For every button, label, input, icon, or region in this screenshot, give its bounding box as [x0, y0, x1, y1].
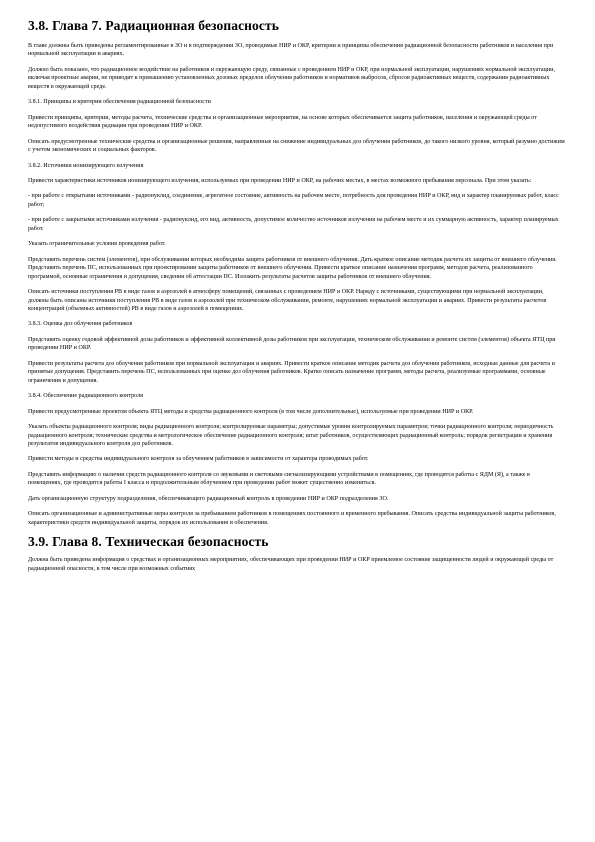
subsection-title: 3.8.4. Обеспечение радиационного контроля: [28, 393, 143, 400]
list-item: - при работе с закрытыми источниками излучения - радионуклид, его вид, активность, допустимое количество источников излучения на рабочем месте и их суммарную активность, характер планируемых работ.: [28, 217, 559, 232]
paragraph: Привести результаты расчета доз облучения работников при нормальной эксплуатации и авариях. Привести краткое описание методик расчета доз облучения работников, исходные данные для расчета и принятые допущения. Представить перечень ПС, использованных при оценке доз облучения работников. Кратко описать назначение программ, методы расчета, реализуемые программами, основные ограничения и допущения.: [28, 360, 555, 384]
paragraph: Привести характеристики источников ионизирующего излучения, используемых при проведении НИР и ОКР, на рабочих местах, в местах возможного пребывания персонала. При этом указать:: [28, 177, 532, 184]
paragraph: Указать ограничительные условия проведения работ.: [28, 241, 166, 248]
paragraph: Привести принципы, критерии, методы расчета, технические средства и организационные мероприятия, на основе которых обеспечивается защита работников, населения и окружающей среды от недопустимого воздействия радиации при проведении НИР и ОКР.: [28, 114, 537, 130]
paragraph: Описать предусмотренные технические средства и организационные решения, направленные на снижение индивидуальных доз облучения работников, до такого низкого уровня, который разумно достижим с учетом экономических и социальных факторов.: [28, 138, 565, 154]
paragraph: Привести методы и средства индивидуального контроля за облучением работников в зависимости от характера проводимых работ.: [28, 456, 369, 463]
paragraph: Указать объекты радиационного контроля; виды радиационного контроля; контролируемые параметры; допустимые уровни контролируемых параметров; точки радиационного контроля; периодичность радиационного контроля; технические средства и метрологическое обеспечение радиационного контроля; штат работников, осуществляющих радиационный контроль; порядок регистрации и хранения результатов индивидуального контроля доз работников.: [28, 424, 554, 447]
list-item: - при работе с открытыми источниками - радионуклид, соединение, агрегатное состояние, активность на рабочем месте, потребность для проведения НИР и ОКР, вид и характер планируемых работ, класс работ;: [28, 193, 559, 208]
section-title: 3.9. Глава 8. Техническая безопасность: [28, 534, 269, 550]
paragraph: Представить оценку годовой эффективной дозы работников и эффективной коллективной дозы работников при эксплуатации, техническом обслуживании и ремонте систем (элементов) объекта ЯТЦ при проведении НИР и ОКР.: [28, 336, 556, 352]
section-title: 3.8. Глава 7. Радиационная безопасность: [28, 18, 279, 33]
subsection-title: 3.8.1. Принципы и критерии обеспечения радиационной безопасности: [28, 99, 211, 106]
paragraph: Дать организационную структуру подразделения, обеспечивающего радиационный контроль в проведении НИР и ОКР подразделения ЗО.: [28, 495, 389, 502]
subsection-title: 3.8.2. Источники ионизирующего излучения: [28, 162, 144, 169]
paragraph: Представить информацию о наличии средств радиационного контроля со звуковыми и световыми сигнализирующими устройствами в помещениях, где проводятся работы с ЯДМ (Я), а также в помещениях, где проводятся работы I класса и продолжительным облучением при проведении работ может существенно измениться.: [28, 471, 530, 487]
subsection-title: 3.8.3. Оценка доз облучения работников: [28, 321, 133, 328]
document-page: [28, 18, 565, 580]
paragraph: Представить перечень систем (элементов), при обслуживании которых необходима защита работников от внешнего облучения. Дать краткое описание методик расчета их защиты от внешнего облучения. Представить перечень ПС, использованных при проектировании защиты работников от внешнего облучения. Привести краткое описание назначения программ, методов расчета, реализованного программой, основные ограничения и допущения, сведения об аттестации ПС. Изложить результаты расчетов защиты работников от внешнего облучения.: [28, 256, 557, 280]
paragraph: Описать источники поступления РВ в виде газов и аэрозолей в атмосферу помещений, связанных с проведением НИР и ОКР. Наряду с источниками, существующими при нормальной эксплуатации, должны быть описаны источники поступления РВ в виде газов и аэрозолей при техническом обслуживании, ремонте, нарушениях нормальной эксплуатации и авариях. Привести результаты расчетов концентраций (объемных активностей) РВ в виде газов и аэрозолей в помещениях.: [28, 289, 547, 312]
paragraph: Описать организационные и административные меры контроля за пребыванием работников в помещениях постоянного и временного пребывания. Описать средства индивидуальной защиты работников, характеристики средств индивидуальной защиты, порядок их использования и обеспечения.: [28, 511, 556, 526]
paragraph: В главе должны быть приведены регламентированные в ЗО и в подтверждении ЗО, проводимые НИР и ОКР, критерии и принципы обеспечения радиационной безопасности работников и населения при нормальной эксплуатации и авариях.: [28, 43, 554, 58]
paragraph: Должна быть приведена информация о средствах и организационных мероприятиях, обеспечивающих при проведении НИР и ОКР приемлемое состояние защищенности людей и окружающей среды от радиационной опасности, в том числе при возможных событиях: [28, 557, 554, 572]
paragraph: Должно быть показано, что радиационное воздействие на работников и окружающую среду, связанные с проведением НИР и ОКР, при нормальной эксплуатации, нарушениях нормальной эксплуатации, включая проектные аварии, не приводит к превышению установленных дозовых пределов облучения работников и нормативов выбросов, сбросов радиоактивных веществ, содержания радиоактивных веществ в окружающей среде.: [28, 66, 555, 90]
paragraph: Привести предусмотренные проектом объекта ЯТЦ методы и средства радиационного контроля (в том числе дополнительные), используемые при проведении НИР и ОКР.: [28, 408, 474, 415]
